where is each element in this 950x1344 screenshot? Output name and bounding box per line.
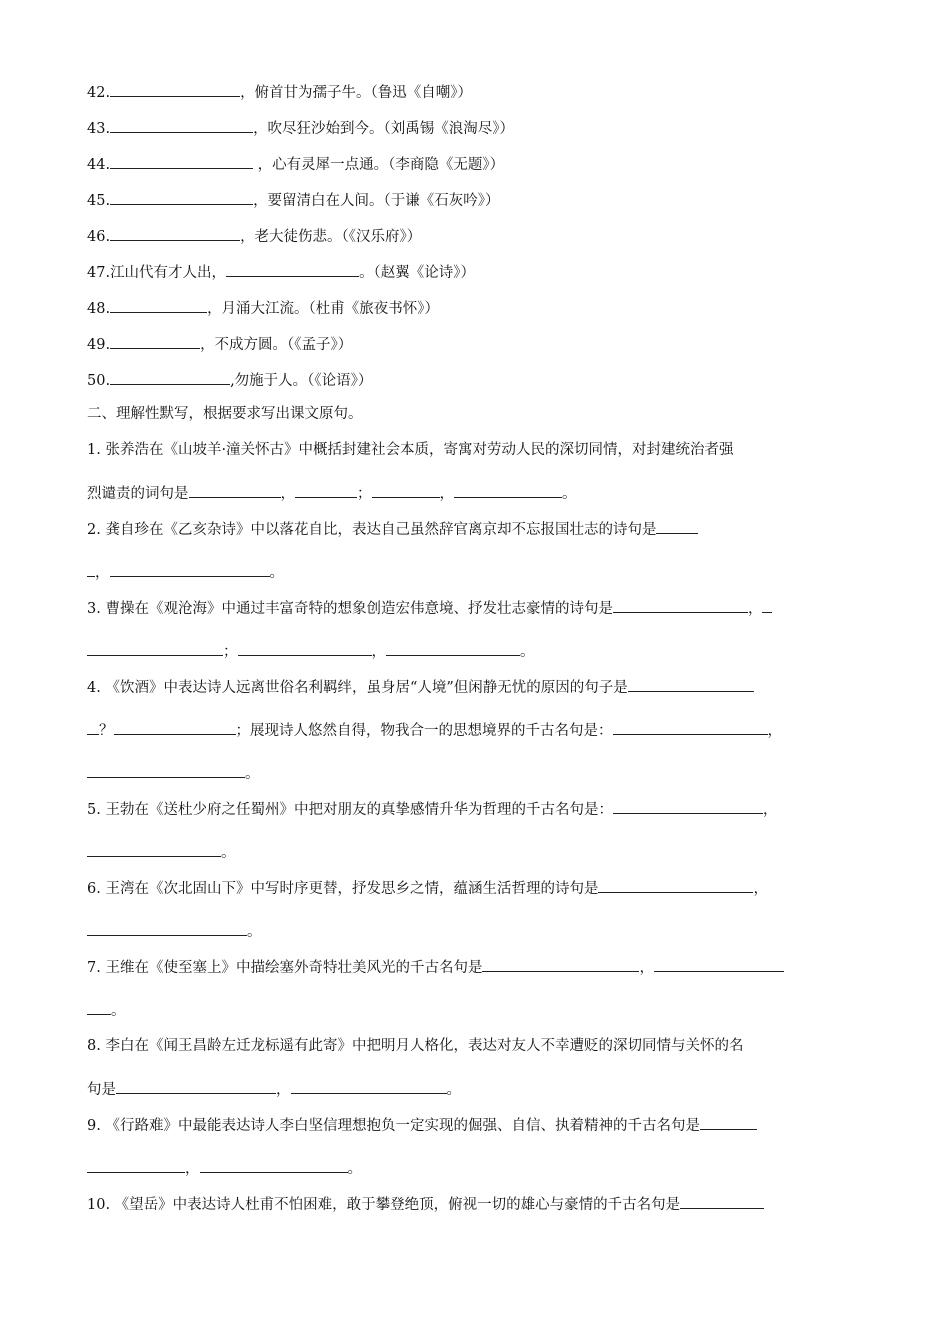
punct: ， bbox=[439, 486, 454, 502]
list-item bbox=[87, 226, 421, 247]
item-text: ，心有灵犀一点通。（李商隐《无题》） bbox=[253, 157, 505, 173]
answer-blank[interactable] bbox=[87, 720, 99, 735]
punct: ， bbox=[371, 644, 386, 660]
punct: 。 bbox=[520, 644, 535, 660]
punct: ； bbox=[357, 486, 372, 502]
question-2-line-2 bbox=[87, 562, 284, 583]
answer-blank[interactable] bbox=[454, 483, 562, 498]
answer-blank[interactable] bbox=[295, 483, 357, 498]
question-text: 句是 bbox=[87, 1082, 116, 1098]
punct: 。 bbox=[562, 486, 577, 502]
question-4-line-3 bbox=[87, 763, 260, 784]
item-text: ，吹尽狂沙始到今。（刘禹锡《浪淘尽》） bbox=[253, 121, 515, 137]
question-text: 9. 《行路难》中最能表达诗人李白坚信理想抱负一定实现的倔强、自信、执着精神的千古名句是 bbox=[87, 1118, 700, 1134]
punct: ， bbox=[276, 1082, 291, 1098]
item-number: 49. bbox=[87, 337, 111, 353]
punct: ， bbox=[762, 802, 778, 818]
answer-blank[interactable] bbox=[628, 677, 754, 692]
item-text: ,勿施于人。（《论语》） bbox=[230, 373, 373, 389]
punct: 。 bbox=[247, 924, 262, 940]
question-4-line-2 bbox=[87, 720, 782, 741]
question-9-line-1 bbox=[87, 1115, 757, 1136]
question-1-line-2 bbox=[87, 483, 577, 504]
punct: ， bbox=[747, 601, 763, 617]
answer-blank[interactable] bbox=[238, 641, 372, 656]
answer-blank[interactable] bbox=[762, 598, 772, 613]
answer-blank[interactable] bbox=[110, 190, 253, 205]
answer-blank[interactable] bbox=[372, 483, 440, 498]
question-7-line-1 bbox=[87, 957, 784, 978]
answer-blank[interactable] bbox=[110, 334, 200, 349]
question-8-line-1: 8. 李白在《闻王昌龄左迁龙标遥有此寄》中把明月人格化，表达对友人不幸遭贬的深切同情与关怀的名 bbox=[87, 1038, 744, 1054]
question-text: 7. 王维在《使至塞上》中描绘塞外奇特壮美风光的千古名句是 bbox=[87, 960, 483, 976]
answer-blank[interactable] bbox=[110, 562, 270, 577]
answer-blank[interactable] bbox=[386, 641, 520, 656]
answer-blank[interactable] bbox=[110, 370, 230, 385]
list-item bbox=[87, 334, 352, 355]
question-1-line-1: 1. 张养浩在《山坡羊·潼关怀古》中概括封建社会本质，寄寓对劳动人民的深切同情，对封建统治者强 bbox=[87, 442, 734, 458]
punct: ， bbox=[185, 1161, 200, 1177]
question-5-line-2 bbox=[87, 842, 236, 863]
list-item bbox=[87, 190, 500, 211]
answer-blank[interactable] bbox=[613, 598, 748, 613]
question-7-line-2 bbox=[87, 1000, 126, 1021]
question-6-line-2 bbox=[87, 921, 262, 942]
question-10-line-1 bbox=[87, 1194, 764, 1215]
answer-blank[interactable] bbox=[87, 763, 245, 778]
punct: 。 bbox=[269, 565, 284, 581]
answer-blank[interactable] bbox=[613, 799, 763, 814]
answer-blank[interactable] bbox=[613, 720, 768, 735]
answer-blank[interactable] bbox=[110, 118, 253, 133]
answer-blank[interactable] bbox=[87, 562, 95, 577]
item-text: ，俯首甘为孺子牛。（鲁迅《自嘲》） bbox=[240, 85, 473, 101]
answer-blank[interactable] bbox=[87, 921, 247, 936]
answer-blank[interactable] bbox=[110, 298, 207, 313]
answer-blank[interactable] bbox=[200, 1158, 348, 1173]
item-number: 42. bbox=[87, 85, 111, 101]
question-5-line-1 bbox=[87, 799, 777, 820]
question-text: 4. 《饮酒》中表达诗人远离世俗名利羁绊，虽身居“人境”但闲静无忧的原因的句子是 bbox=[87, 680, 628, 696]
answer-blank[interactable] bbox=[110, 82, 240, 97]
answer-blank[interactable] bbox=[654, 957, 784, 972]
answer-blank[interactable] bbox=[482, 957, 639, 972]
question-text: 2. 龚自珍在《乙亥杂诗》中以落花自比，表达自己虽然辞官离京却不忘报国壮志的诗句是 bbox=[87, 522, 657, 538]
list-item bbox=[87, 370, 372, 391]
question-text: 10. 《望岳》中表达诗人杜甫不怕困难，敢于攀登绝顶，俯视一切的雄心与豪情的千古名句是 bbox=[87, 1197, 681, 1213]
question-text: 6. 王湾在《次北固山下》中写时序更替，抒发思乡之情，蕴涵生活哲理的诗句是 bbox=[87, 881, 599, 897]
punct: ？ bbox=[99, 723, 114, 739]
item-text: ，月涌大江流。（杜甫《旅夜书怀》） bbox=[207, 301, 440, 317]
item-text: ，要留清白在人间。（于谦《石灰吟》） bbox=[253, 193, 500, 209]
question-text: 3. 曹操在《观沧海》中通过丰富奇特的想象创造宏伟意境、抒发壮志豪情的诗句是 bbox=[87, 601, 613, 617]
question-text: ；展现诗人悠然自得，物我合一的思想境界的千古名句是： bbox=[235, 723, 613, 739]
question-text: 5. 王勃在《送杜少府之任蜀州》中把对朋友的真挚感情升华为哲理的千古名句是： bbox=[87, 802, 613, 818]
question-9-line-2 bbox=[87, 1158, 362, 1179]
punct: 。 bbox=[111, 1003, 126, 1019]
item-number: 43. bbox=[87, 121, 111, 137]
question-2-line-1 bbox=[87, 519, 698, 540]
question-6-line-1 bbox=[87, 878, 768, 899]
punct: ， bbox=[639, 960, 654, 976]
list-item bbox=[87, 82, 472, 103]
question-3-line-1 bbox=[87, 598, 772, 619]
answer-blank[interactable] bbox=[700, 1115, 757, 1130]
item-text: 。（赵翼《论诗》） bbox=[359, 265, 476, 281]
answer-blank[interactable] bbox=[110, 226, 240, 241]
answer-blank[interactable] bbox=[291, 1079, 447, 1094]
item-number: 44. bbox=[87, 157, 111, 173]
answer-blank[interactable] bbox=[680, 1194, 764, 1209]
punct: ， bbox=[280, 486, 295, 502]
list-item bbox=[87, 298, 439, 319]
answer-blank[interactable] bbox=[656, 519, 698, 534]
list-item bbox=[87, 262, 475, 283]
answer-blank[interactable] bbox=[87, 1000, 111, 1015]
item-number: 46. bbox=[87, 229, 111, 245]
punct: 。 bbox=[446, 1082, 461, 1098]
punct: ； bbox=[223, 644, 238, 660]
question-4-line-1 bbox=[87, 677, 754, 698]
punct: 。 bbox=[245, 766, 260, 782]
item-number: 47. bbox=[87, 265, 111, 281]
answer-blank[interactable] bbox=[114, 720, 236, 735]
item-text-prefix: 江山代有才人出， bbox=[110, 265, 227, 281]
question-3-line-2 bbox=[87, 641, 535, 662]
item-text: ，不成方圆。（《孟子》） bbox=[200, 337, 353, 353]
item-number: 48. bbox=[87, 301, 111, 317]
answer-blank[interactable] bbox=[87, 641, 223, 656]
list-item bbox=[87, 154, 504, 175]
punct: 。 bbox=[221, 845, 236, 861]
question-text: 烈谴责的词句是 bbox=[87, 486, 189, 502]
answer-blank[interactable] bbox=[87, 1158, 185, 1173]
item-text: ，老大徒伤悲。（《汉乐府》） bbox=[240, 229, 422, 245]
punct: ， bbox=[767, 723, 782, 739]
answer-blank[interactable] bbox=[189, 483, 281, 498]
punct: ， bbox=[95, 565, 110, 581]
punct: ， bbox=[753, 881, 768, 897]
answer-blank[interactable] bbox=[116, 1079, 276, 1094]
answer-blank[interactable] bbox=[226, 262, 359, 277]
answer-blank[interactable] bbox=[87, 842, 221, 857]
answer-blank[interactable] bbox=[598, 878, 753, 893]
punct: 。 bbox=[347, 1161, 362, 1177]
item-number: 50. bbox=[87, 373, 111, 389]
list-item bbox=[87, 118, 514, 139]
section-heading: 二、理解性默写，根据要求写出课文原句。 bbox=[87, 406, 363, 422]
item-number: 45. bbox=[87, 193, 111, 209]
question-8-line-2 bbox=[87, 1079, 461, 1100]
answer-blank[interactable] bbox=[110, 154, 253, 169]
